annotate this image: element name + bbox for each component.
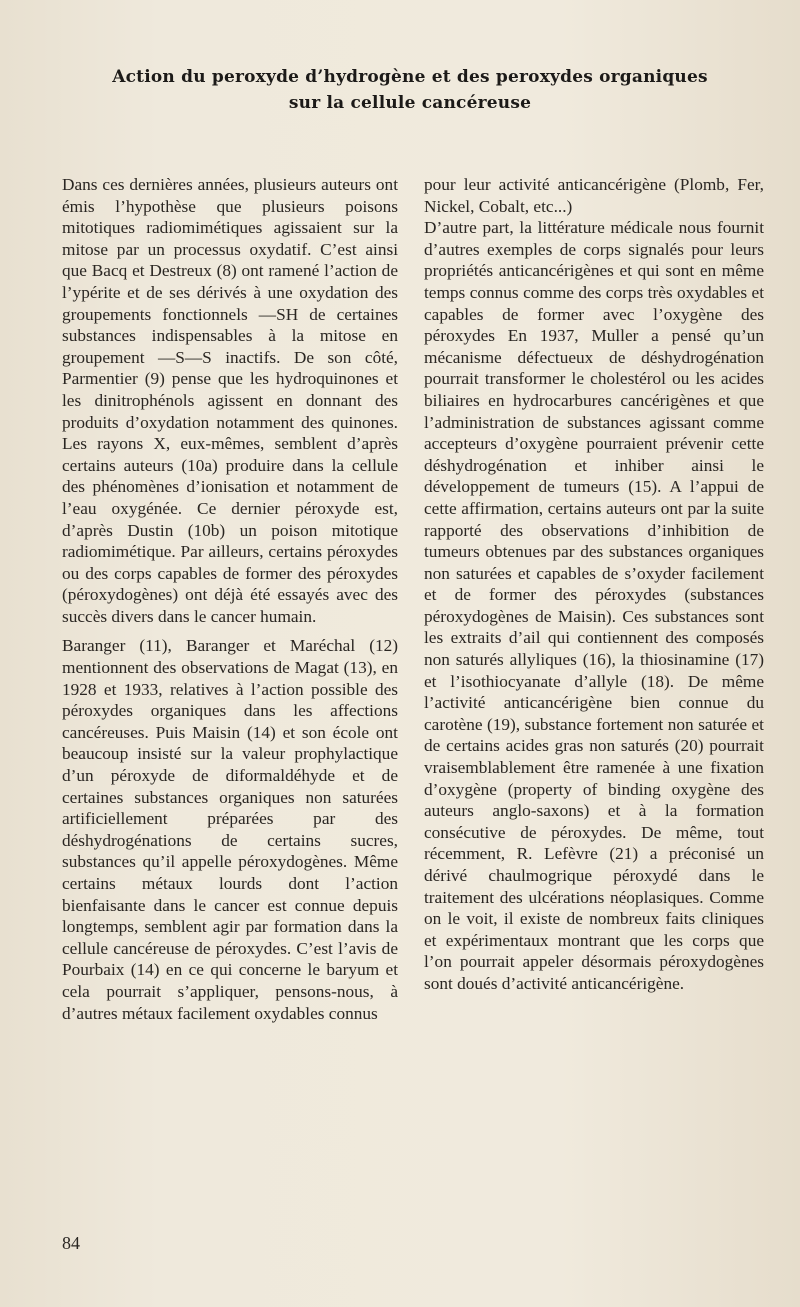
right-paragraph-1: pour leur activité anticancérigène (Plomb, Fer, Nickel, Cobalt, etc...) <box>424 175 764 216</box>
page-number: 84 <box>62 1233 80 1253</box>
right-column <box>424 174 764 995</box>
left-paragraph-2: Baranger (11), Baranger et Maréchal (12) mentionnent des observations de Magat (13), en 1928 et 1933, relatives à l’action possible des péroxydes organiques dans les affections cancéreuses. Puis Maisin (14) et son école ont beaucoup insisté sur la valeur prophylactique d’un péroxyde de diformaldéhyde et de certaines substances organiques non saturées artificiellement préparées par des déshydrogénations de certains sucres, substances qu’il appelle péroxydogènes. Même certains métaux lourds dont l’action bienfaisante dans le cancer est connue depuis longtemps, semblent agir par formation dans la cellule cancéreuse de péroxydes. C’est l’avis de Pourbaix (14) en ce qui concerne le baryum et cela pourrait s’appliquer, pensons-nous, à d’autres métaux facilement oxydables connus <box>62 636 398 1023</box>
left-paragraph-1: Dans ces dernières années, plusieurs auteurs ont émis l’hypothèse que plusieurs poisons mitotiques radiomimétiques agissaient sur la mitose par un processus oxydatif. C’est ainsi que Bacq et Destreux (8) ont ramené l’action de l’ypérite et de ses dérivés à une oxydation des groupements fonctionnels —SH de certaines substances indispensables à la mitose en groupement —S—S inactifs. De son côté, Parmentier (9) pense que les hydroquinones et les dinitrophénols agissent en donnant des produits d’oxydation notamment des quinones. Les rayons X, eux-mêmes, semblent d’après certains auteurs (10a) produire dans la cellule des phénomènes d’ionisation et notamment de l’eau oxygénée. Ce dernier péroxyde est, d’après Dustin (10b) un poison mitotique radiomimétique. Par ailleurs, certains péroxydes ou des corps capables de former des péroxydes (péroxydogènes) ont déjà été essayés avec des succès divers dans le cancer humain. <box>62 175 398 626</box>
article-title-line-2: sur la cellule cancéreuse <box>288 93 532 113</box>
article-title <box>40 64 780 116</box>
right-paragraph-2: D’autre part, la littérature médicale nous fournit d’autres exemples de corps signalés pour leurs propriétés anticancérigènes et qui sont en même temps connus comme des corps très oxydables et capables de former avec l’oxygène des péroxydes En 1937, Muller a pensé qu’un mécanisme défectueux de déshydrogénation pourrait transformer le cholestérol ou les acides biliaires en hydrocarbures cancérigènes et que l’administration de substances agissant comme accepteurs d’oxygène pourraient prévenir cette déshydrogénation et inhiber ainsi le développement de tumeurs (15). A l’appui de cette affirmation, certains auteurs ont par la suite rapporté des observations d’inhibition de tumeurs obtenues par des substances organiques non saturées et capables de s’oxyder facilement et de former des péroxydes (substances péroxydogènes de Maisin). Ces substances sont les extraits d’ail qui contiennent des composés non saturés allyliques (16), la thiosinamine (17) et l’isothiocyanate d’allyle (18). De même l’activité anticancérigène bien connue du carotène (19), substance fortement non saturée et de certains acides gras non saturés (20) pourrait vraisemblablement être ramenée à une fixation d’oxygène (property of binding oxygène des auteurs anglo-saxons) et à la formation consécutive de péroxydes. De même, tout récemment, R. Lefèvre (21) a préconisé un dérivé chaulmogrique péroxydé dans le traitement des ulcérations néoplasiques. Comme on le voit, il existe de nombreux faits cliniques et expérimentaux montrant que les corps que l’on pourrait appeler désormais péroxydogènes sont doués d’activité anticancérigène. <box>424 218 764 993</box>
article-title-line-1: Action du peroxyde d’hydrogène et des peroxydes organiques <box>112 67 708 87</box>
left-column <box>62 174 398 1024</box>
